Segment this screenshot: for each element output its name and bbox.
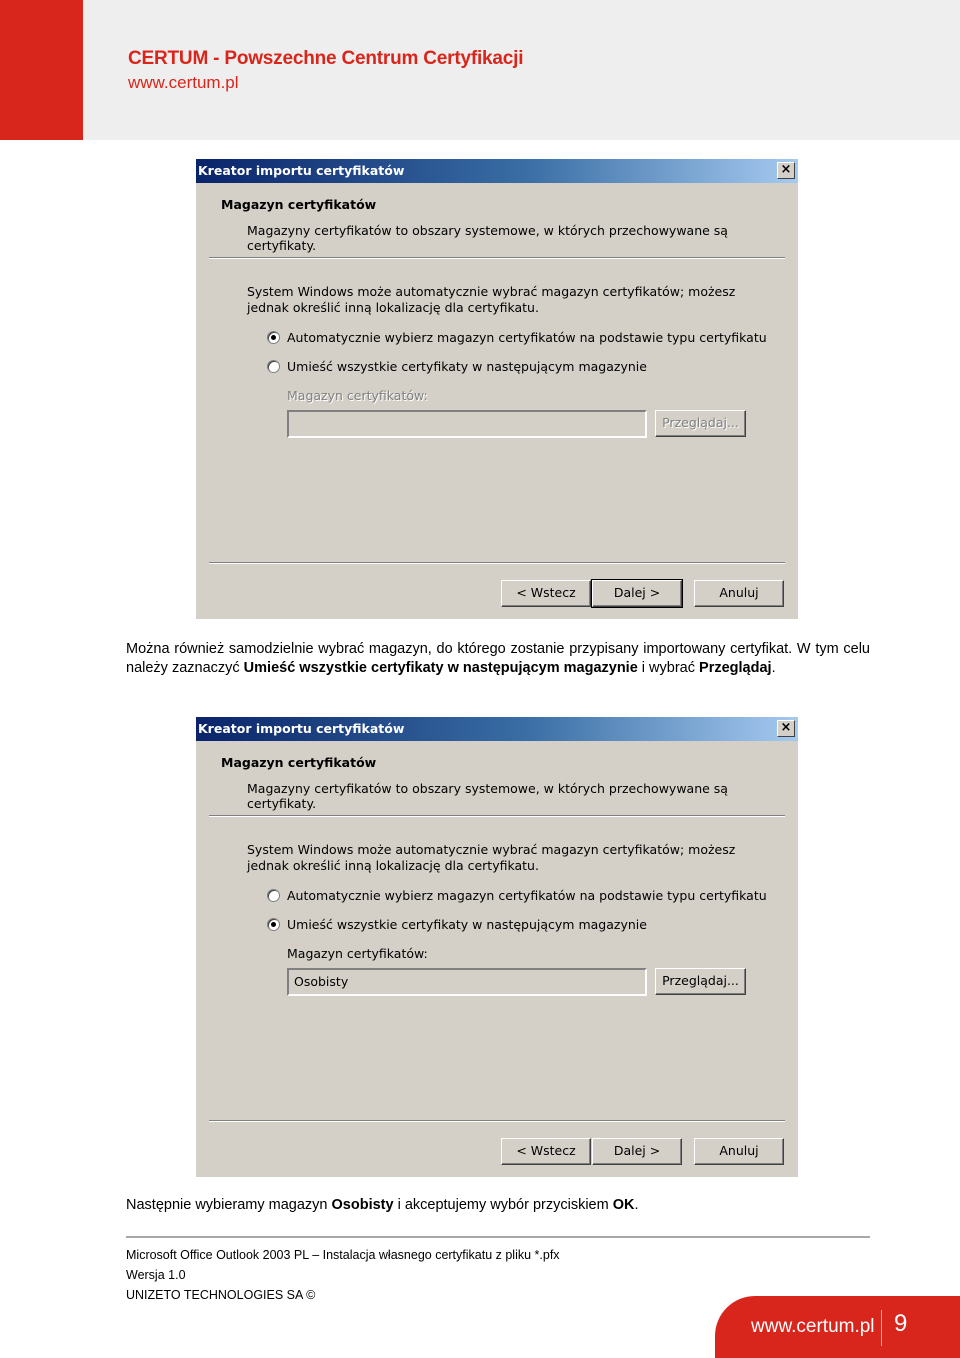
footer-divider — [209, 1120, 785, 1122]
wizard-header-title: Magazyn certyfikatów — [221, 755, 377, 770]
cancel-button[interactable]: Anuluj — [694, 1138, 784, 1165]
header-divider — [209, 257, 785, 259]
instruction-paragraph-1 — [126, 640, 870, 678]
para2-text-3: . — [634, 1197, 639, 1213]
back-button[interactable]: < Wstecz — [501, 580, 591, 607]
para2-bold-ok: OK — [612, 1197, 635, 1213]
radio-auto-label[interactable]: Automatycznie wybierz magazyn certyfikatów na podstawie typu certyfikatu — [287, 888, 767, 903]
instruction-paragraph-2 — [126, 1196, 870, 1215]
store-label: Magazyn certyfikatów: — [287, 946, 428, 961]
brand-red-block — [0, 0, 83, 140]
wizard-header-subtitle: Magazyny certyfikatów to obszary systemowe, w których przechowywane są certyfikaty. — [247, 781, 728, 811]
para2-text-2: i akceptujemy wybór przyciskiem — [393, 1197, 613, 1213]
next-button[interactable]: Dalej > — [592, 1138, 682, 1165]
radio-auto-icon[interactable] — [267, 331, 280, 344]
window-title: Kreator importu certyfikatów — [198, 721, 405, 736]
page-number: 9 — [894, 1310, 908, 1337]
window-title: Kreator importu certyfikatów — [198, 163, 405, 178]
radio-manual-label[interactable]: Umieść wszystkie certyfikaty w następującym magazynie — [287, 917, 647, 932]
radio-manual-icon[interactable] — [267, 918, 280, 931]
title-bar — [196, 717, 798, 741]
wizard-header — [196, 741, 798, 813]
footer-divider — [209, 562, 785, 564]
wizard-header — [196, 183, 798, 255]
title-bar — [196, 159, 798, 183]
para1-text-2: i wybrać — [637, 660, 700, 676]
para1-bold-option: Umieść wszystkie certyfikaty w następującym magazynie — [243, 660, 638, 676]
import-wizard-dialog-2 — [196, 717, 798, 1177]
browse-button[interactable]: Przeglądaj... — [655, 968, 746, 995]
brand-site: www.certum.pl — [128, 73, 239, 92]
para1-text-3: . — [771, 660, 776, 676]
radio-auto-icon[interactable] — [267, 889, 280, 902]
radio-auto-label[interactable]: Automatycznie wybierz magazyn certyfikatów na podstawie typu certyfikatu — [287, 330, 767, 345]
radio-manual-icon[interactable] — [267, 360, 280, 373]
import-wizard-dialog-1 — [196, 159, 798, 619]
cancel-button[interactable]: Anuluj — [694, 580, 784, 607]
footer-divider-line — [126, 1236, 870, 1238]
next-button[interactable]: Dalej > — [592, 580, 682, 607]
footer-version: Wersja 1.0 — [126, 1268, 186, 1282]
header-divider — [209, 815, 785, 817]
wizard-description: System Windows może automatycznie wybrać magazyn certyfikatów; możesz jednak określić inną lokalizację dla certyfikatu. — [247, 284, 736, 315]
footer-badge-divider — [881, 1310, 882, 1346]
browse-button: Przeglądaj... — [655, 410, 746, 437]
footer-document-title: Microsoft Office Outlook 2003 PL – Instalacja własnego certyfikatu z pliku *.pfx — [126, 1248, 560, 1262]
para2-text-1: Następnie wybieramy magazyn — [126, 1197, 332, 1213]
brand-title: CERTUM - Powszechne Centrum Certyfikacji — [128, 48, 524, 69]
radio-manual-label[interactable]: Umieść wszystkie certyfikaty w następującym magazynie — [287, 359, 647, 374]
wizard-description: System Windows może automatycznie wybrać magazyn certyfikatów; możesz jednak określić inną lokalizację dla certyfikatu. — [247, 842, 736, 873]
footer-badge — [715, 1296, 960, 1358]
para1-text-1: Można również samodzielnie wybrać magazyn, do którego zostanie przypisany importowany certyfikat. W tym celu należy zaznaczyć — [126, 641, 870, 676]
store-label: Magazyn certyfikatów: — [287, 388, 428, 403]
wizard-header-subtitle: Magazyny certyfikatów to obszary systemowe, w których przechowywane są certyfikaty. — [247, 223, 728, 253]
wizard-header-title: Magazyn certyfikatów — [221, 197, 377, 212]
back-button[interactable]: < Wstecz — [501, 1138, 591, 1165]
para1-bold-browse: Przeglądaj — [699, 660, 772, 676]
page-header — [0, 0, 960, 140]
close-icon[interactable]: × — [777, 720, 795, 737]
footer-copyright: UNIZETO TECHNOLOGIES SA © — [126, 1288, 316, 1302]
footer-site: www.certum.pl — [751, 1316, 875, 1337]
store-input[interactable]: Osobisty — [287, 968, 647, 996]
close-icon[interactable]: × — [777, 162, 795, 179]
para2-bold-store: Osobisty — [331, 1197, 394, 1213]
store-input — [287, 410, 647, 438]
